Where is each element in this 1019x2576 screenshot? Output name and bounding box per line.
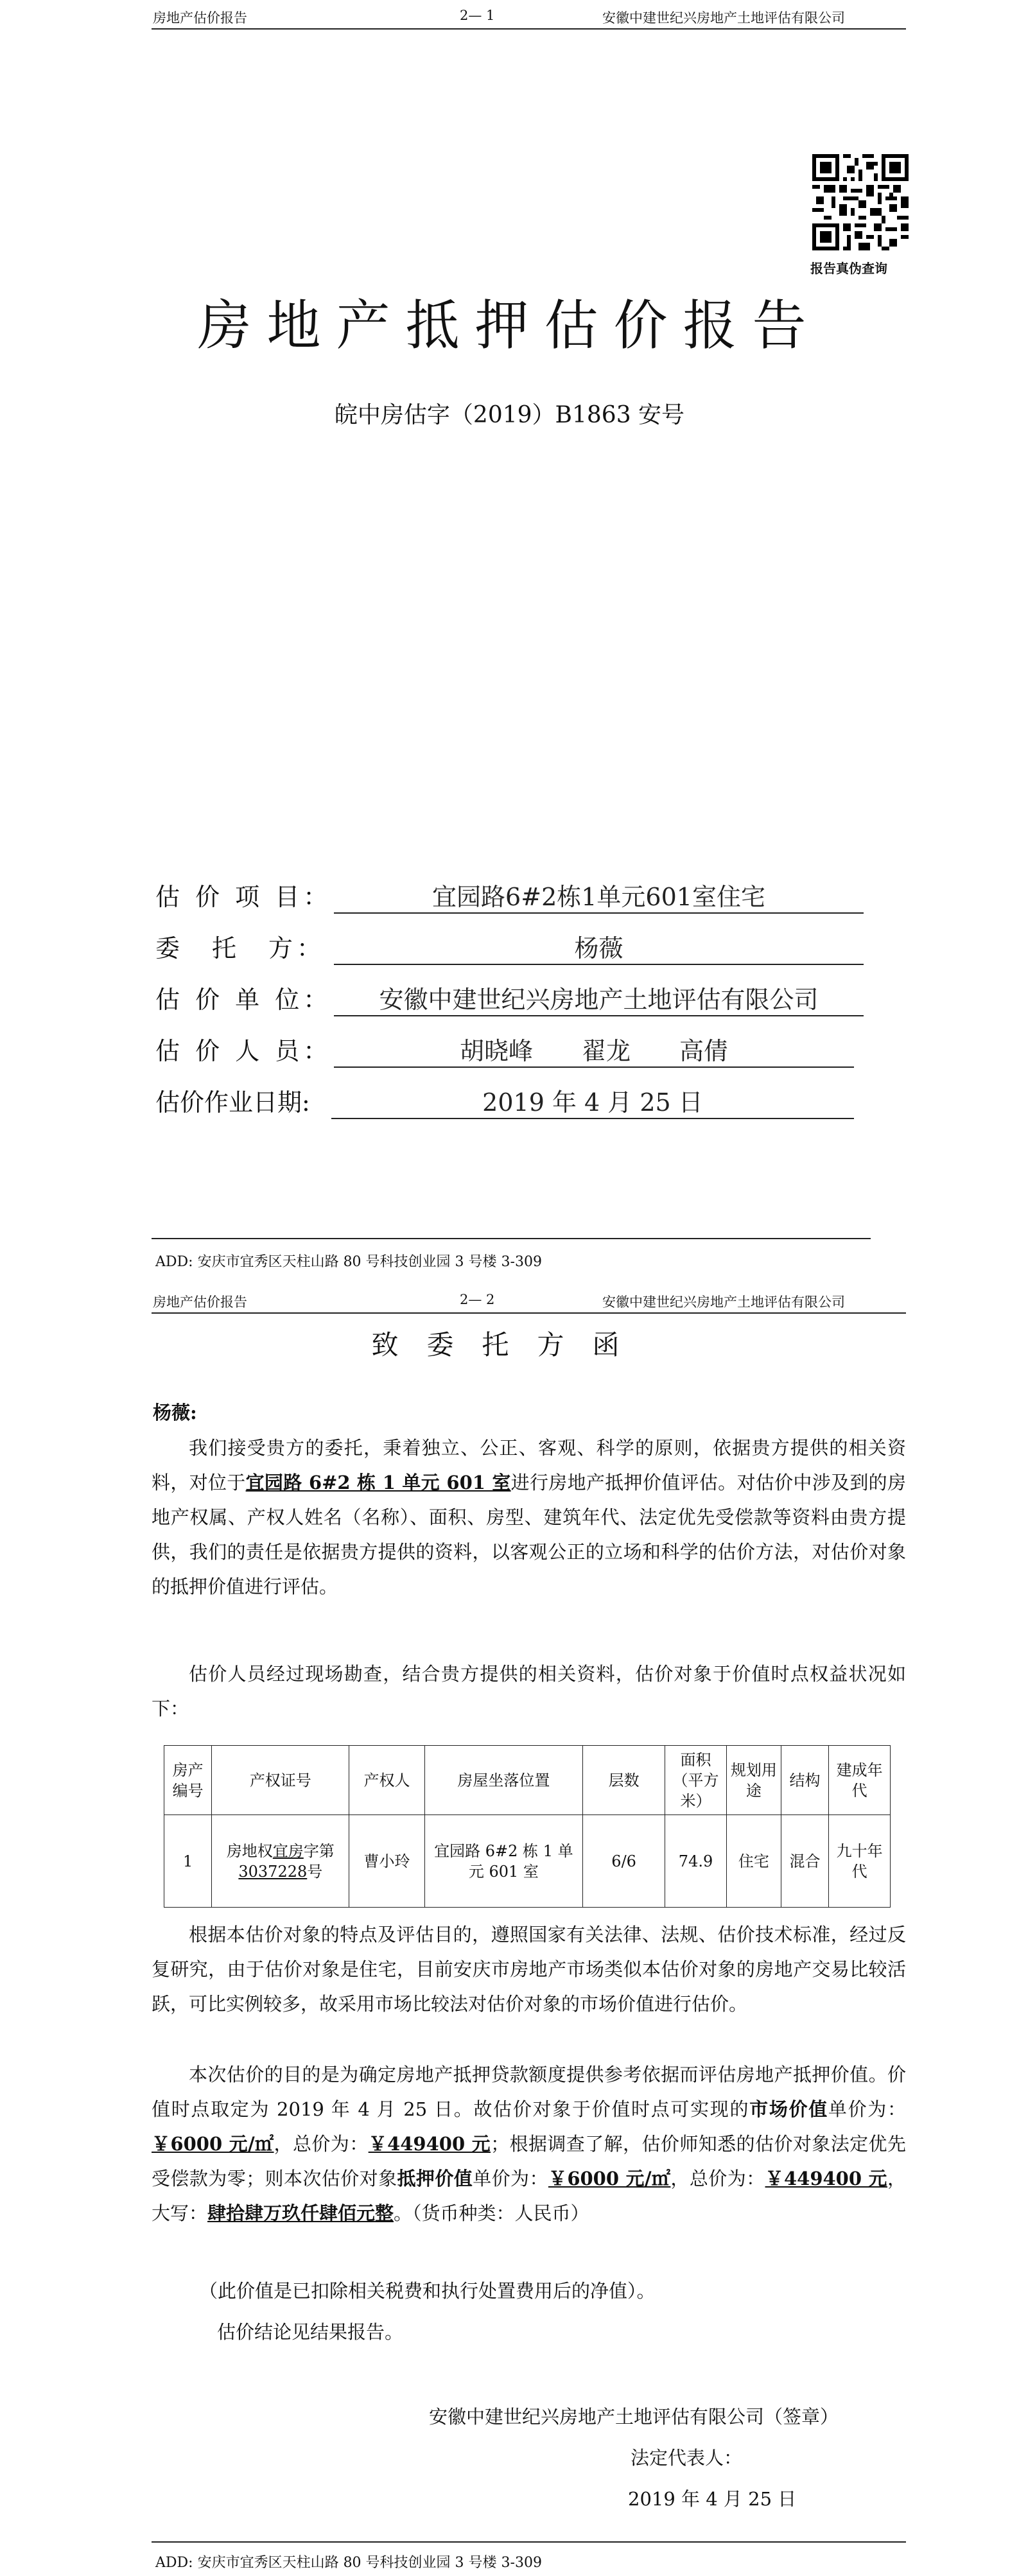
table-header-row	[164, 1746, 891, 1815]
td-cert-no	[212, 1815, 349, 1908]
page2-footer-rule	[152, 2541, 906, 2543]
property-address: 宜园路 6#2 栋 1 单元 601 室	[245, 1472, 511, 1493]
info-label-work-date: 估价作业日期:	[155, 1088, 310, 1117]
page2-header-right: 安徽中建世纪兴房地产土地评估有限公司	[602, 1294, 845, 1310]
info-value-work-date: 2019 年 4 月 25 日	[331, 1083, 854, 1119]
th-floors: 层数	[583, 1746, 665, 1815]
paragraph-3: 根据本估价对象的特点及评估目的，遵照国家有关法律、法规、估价技术标准，经过反复研究，由于估价对象是住宅，目前安庆市房地产市场类似本估价对象的房地产交易比较活跃，可比实例较多，故采用市场比较法对估价对象的市场价值进行估价。	[152, 1924, 906, 2015]
paragraph-6: 估价结论见结果报告。	[217, 2321, 404, 2343]
mortgage-unit-price: ￥6000 元/㎡	[548, 2168, 671, 2189]
amount-in-words: 肆拾肆万玖仟肆佰元整	[207, 2202, 394, 2224]
signature-date: 2019 年 4 月 25 日	[628, 2488, 797, 2510]
page2-page-number: 2— 2	[460, 1292, 495, 1307]
qr-code-icon[interactable]	[812, 154, 909, 250]
th-area: 面积（平方米）	[665, 1746, 727, 1815]
paragraph-5: （此价值是已扣除相关税费和执行处置费用后的净值）。	[199, 2280, 656, 2302]
signature-company: 安徽中建世纪兴房地产土地评估有限公司（签章）	[429, 2406, 839, 2428]
page1-address: ADD: 安庆市宜秀区天柱山路 80 号科技创业园 3 号楼 3-309	[155, 1254, 542, 1270]
th-use: 规划用途	[726, 1746, 781, 1815]
paragraph-1-text-c: 进行房地产抵押价值评估。对估价中涉及到的房地产权属、产权人姓名（名称）、面积、房型、建筑年代、法定优先受偿款等资料由贵方提供，我们的责任是依据贵方提供的资料，以客观公正的立场和科学的估价方法，对估价对象的抵押价值进行评估。	[152, 1472, 906, 1597]
page2-header-left: 房地产估价报告	[153, 1294, 247, 1310]
market-total-price: ￥449400 元	[368, 2133, 491, 2155]
page2-header-rule	[152, 1312, 906, 1314]
td-property-no: 1	[164, 1815, 212, 1908]
page1-header-rule	[152, 28, 906, 30]
paragraph-2: 估价人员经过现场勘查，结合贵方提供的相关资料，估价对象于价值时点权益状况如下：	[152, 1663, 906, 1719]
p4-text-o: 。（货币种类：人民币）	[394, 2202, 589, 2224]
td-area: 74.9	[665, 1815, 727, 1908]
paragraph-4	[152, 2057, 906, 2231]
td-owner: 曹小玲	[349, 1815, 424, 1908]
th-era: 建成年代	[829, 1746, 891, 1815]
cert-part-c: 字第	[303, 1841, 335, 1860]
salutation: 杨薇:	[153, 1402, 197, 1423]
table-row	[164, 1815, 891, 1908]
th-property-no: 房产编号	[164, 1746, 212, 1815]
info-value-appraisers: 胡晓峰 翟龙 高倩	[334, 1031, 854, 1068]
page1-footer-rule	[152, 1238, 871, 1239]
mortgage-value-label: 抵押价值	[397, 2168, 473, 2189]
th-cert-no: 产权证号	[212, 1746, 349, 1815]
th-location: 房屋坐落位置	[424, 1746, 582, 1815]
p4-text-k: ，总价为：	[670, 2168, 765, 2189]
page2-address: ADD: 安庆市宜秀区天柱山路 80 号科技创业园 3 号楼 3-309	[155, 2555, 542, 2571]
th-owner: 产权人	[349, 1746, 424, 1815]
th-structure: 结构	[781, 1746, 828, 1815]
td-structure: 混合	[781, 1815, 828, 1908]
info-value-project: 宜园路6#2栋1单元601室住宅	[334, 877, 864, 914]
page1-header-left: 房地产估价报告	[153, 10, 247, 26]
td-location: 宜园路 6#2 栋 1 单元 601 室	[424, 1815, 582, 1908]
info-value-appraiser-unit: 安徽中建世纪兴房地产土地评估有限公司	[334, 980, 864, 1016]
info-label-appraisers: 估 价 人 员：	[155, 1037, 332, 1065]
letter-title: 致委托方函	[371, 1329, 648, 1361]
property-table	[164, 1745, 891, 1908]
td-use: 住宅	[726, 1815, 781, 1908]
p4-text-m: ，大写：	[152, 2168, 906, 2224]
info-label-project: 估 价 项 目：	[155, 883, 332, 911]
document-number: 皖中房估字（2019）B1863 安号	[334, 402, 685, 428]
td-floors: 6/6	[583, 1815, 665, 1908]
info-label-client: 委 托 方：	[155, 934, 326, 962]
mortgage-total-price: ￥449400 元	[765, 2168, 887, 2189]
qr-caption: 报告真伪查询	[810, 261, 887, 276]
legal-representative: 法定代表人：	[631, 2447, 743, 2469]
td-era: 九十年代	[829, 1815, 891, 1908]
page1-header-right: 安徽中建世纪兴房地产土地评估有限公司	[602, 10, 845, 26]
p4-text-g: ；根据调查了解，估价师知悉的估价对象法定优先受偿款为零；则本次估价对象	[152, 2133, 906, 2189]
cert-part-d: 3037228	[238, 1862, 308, 1881]
p4-text-c: 单价为：	[828, 2098, 906, 2120]
p4-text-e: ，总价为：	[274, 2133, 369, 2155]
paragraph-1	[152, 1431, 906, 1604]
cert-part-b: 宜房	[272, 1841, 304, 1860]
p4-text-i: 单价为：	[473, 2168, 548, 2189]
market-unit-price: ￥6000 元/㎡	[152, 2133, 274, 2155]
info-value-client: 杨薇	[334, 928, 864, 965]
report-title: 房地产抵押估价报告	[197, 294, 822, 357]
cert-part-a: 房地权	[226, 1841, 273, 1860]
info-label-appraiser-unit: 估 价 单 位：	[155, 986, 332, 1014]
p4-text-a: 本次估价的目的是为确定房地产抵押贷款额度提供参考依据而评估房地产抵押价值。价值时点取定为 2019 年 4 月 25 日。故估价对象于价值时点可实现的	[152, 2064, 906, 2120]
page1-page-number: 2— 1	[460, 8, 495, 23]
cert-part-e: 号	[307, 1862, 323, 1881]
market-value-label: 市场价值	[749, 2098, 828, 2120]
paragraph-1-text-a: 我们接受贵方的委托，秉着独立、公正、客观、科学的原则，依据贵方提供的相关资料，对位于	[152, 1437, 906, 1493]
